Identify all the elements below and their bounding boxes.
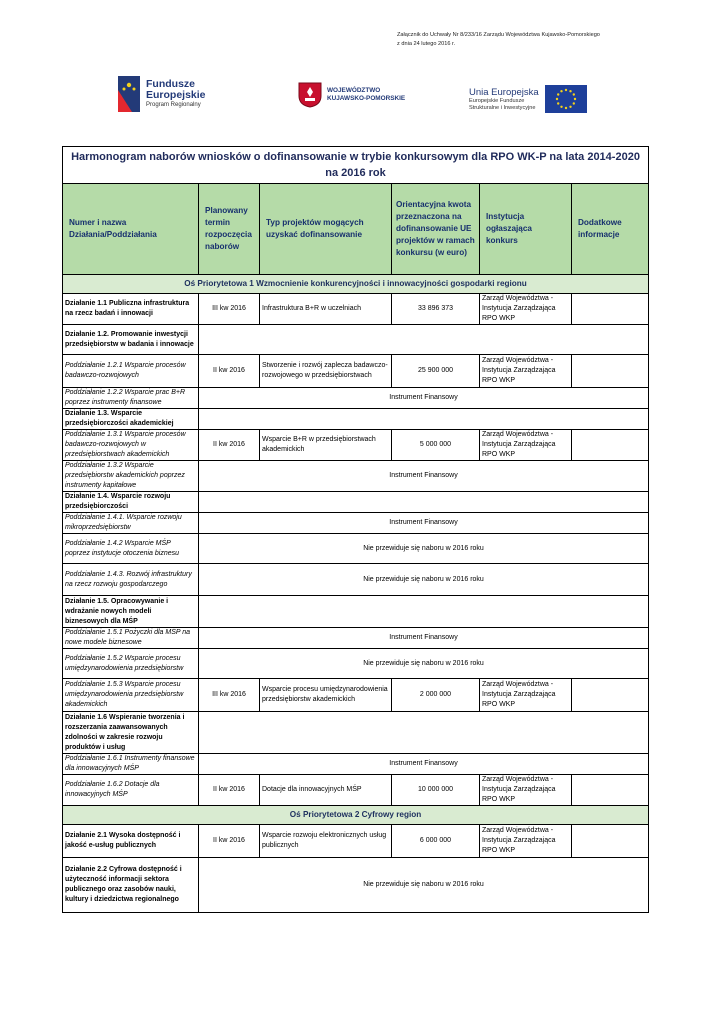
- row-term: III kw 2016: [199, 294, 260, 325]
- row-name: Poddziałanie 1.2.1 Wsparcie procesów badawczo-rozwojowych: [63, 355, 199, 388]
- row-empty: [199, 325, 649, 355]
- row-instrument: Instrument Finansowy: [199, 754, 649, 775]
- eu-flag-icon: [545, 85, 587, 113]
- row-amount: 2 000 000: [392, 679, 480, 712]
- table-row: [63, 325, 649, 355]
- row-name: Działanie 1.4. Wsparcie rozwoju przedsiębiorczości: [63, 492, 199, 513]
- header-term: Planowany termin rozpoczęcia naborów: [199, 184, 260, 275]
- table-row: [63, 564, 649, 596]
- row-name: Poddziałanie 1.4.1. Wsparcie rozwoju mikroprzedsiębiorstw: [63, 513, 199, 534]
- row-no-call: Nie przewiduje się naboru w 2016 roku: [199, 649, 649, 679]
- row-empty: [199, 409, 649, 430]
- priority-axis-1: Oś Priorytetowa 1 Wzmocnienie konkurencyjności i innowacyjności gospodarki regionu: [63, 275, 649, 294]
- priority-axis-2: Oś Priorytetowa 2 Cyfrowy region: [63, 806, 649, 825]
- row-name: Poddziałanie 1.2.2 Wsparcie prac B+R poprzez instrumenty finansowe: [63, 388, 199, 409]
- row-amount: 6 000 000: [392, 825, 480, 858]
- table-title: Harmonogram naborów wniosków o dofinansowanie w trybie konkursowym dla RPO WK-P na lata 2014-2020 na 2016 rok: [63, 147, 649, 184]
- row-term: II kw 2016: [199, 825, 260, 858]
- row-empty: [199, 712, 649, 754]
- row-name: Poddziałanie 1.4.2 Wsparcie MŚP poprzez instytucje otoczenia biznesu: [63, 534, 199, 564]
- attachment-note: [397, 31, 600, 49]
- table-row: [63, 628, 649, 649]
- row-amount: 25 900 000: [392, 355, 480, 388]
- row-name: Poddziałanie 1.3.2 Wsparcie przedsiębiorstw akademickich poprzez instrumenty kapitałowe: [63, 461, 199, 492]
- header-additional-info: Dodatkowe informacje: [572, 184, 649, 275]
- row-institution: Zarząd Województwa - Instytucja Zarządzająca RPO WKP: [480, 679, 572, 712]
- row-institution: Zarząd Województwa - Instytucja Zarządzająca RPO WKP: [480, 430, 572, 461]
- ue-line1: Unia Europejska: [469, 86, 539, 98]
- table-row: [63, 294, 649, 325]
- row-institution: Zarząd Województwa - Instytucja Zarządzająca RPO WKP: [480, 825, 572, 858]
- logo-bar: [0, 70, 724, 120]
- row-info: [572, 679, 649, 712]
- fundusze-europejskie-logo: [118, 76, 206, 112]
- table-row: [63, 858, 649, 913]
- row-type: Stworzenie i rozwój zaplecza badawczo-rozwojowego w przedsiębiorstwach: [260, 355, 392, 388]
- row-info: [572, 294, 649, 325]
- coat-of-arms-icon: [298, 82, 322, 108]
- row-term: II kw 2016: [199, 355, 260, 388]
- unia-europejska-logo: [469, 85, 587, 113]
- table-row: [63, 461, 649, 492]
- header-amount: Orientacyjna kwota przeznaczona na dofinansowanie UE projektów w ramach konkursu (w euro): [392, 184, 480, 275]
- kp-line2: KUJAWSKO-POMORSKIE: [327, 95, 406, 102]
- row-name: Poddziałanie 1.5.3 Wsparcie procesu umiędzynarodowienia przedsiębiorstw akademickich: [63, 679, 199, 712]
- table-row: [63, 712, 649, 754]
- row-type: Wsparcie procesu umiędzynarodowienia przedsiębiorstw akademickich: [260, 679, 392, 712]
- table-row: [63, 430, 649, 461]
- row-amount: 10 000 000: [392, 775, 480, 806]
- row-amount: 5 000 000: [392, 430, 480, 461]
- row-amount: 33 896 373: [392, 294, 480, 325]
- table-row: [63, 513, 649, 534]
- row-instrument: Instrument Finansowy: [199, 628, 649, 649]
- row-empty: [199, 492, 649, 513]
- table-row: [63, 534, 649, 564]
- row-name: Działanie 1.1 Publiczna infrastruktura na rzecz badań i innowacji: [63, 294, 199, 325]
- table-row: [63, 649, 649, 679]
- row-name: Działanie 1.3. Wsparcie przedsiębiorczości akademickiej: [63, 409, 199, 430]
- table-row: [63, 775, 649, 806]
- table-row: [63, 355, 649, 388]
- table-row: [63, 492, 649, 513]
- row-info: [572, 430, 649, 461]
- row-name: Poddziałanie 1.5.1 Pożyczki dla MŚP na nowe modele biznesowe: [63, 628, 199, 649]
- table-row: [63, 679, 649, 712]
- ue-line3: Strukturalne i Inwestycyjne: [469, 104, 536, 111]
- row-institution: Zarząd Województwa - Instytucja Zarządzająca RPO WKP: [480, 294, 572, 325]
- row-institution: Zarząd Województwa - Instytucja Zarządzająca RPO WKP: [480, 775, 572, 806]
- fe-line1: Fundusze: [146, 77, 195, 90]
- row-type: Wsparcie B+R w przedsiębiorstwach akademickich: [260, 430, 392, 461]
- kp-line1: WOJEWÓDZTWO: [327, 87, 381, 94]
- row-term: II kw 2016: [199, 430, 260, 461]
- table-row: [63, 409, 649, 430]
- header-project-type: Typ projektów mogących uzyskać dofinansowanie: [260, 184, 392, 275]
- row-term: II kw 2016: [199, 775, 260, 806]
- row-type: Wsparcie rozwoju elektronicznych usług publicznych: [260, 825, 392, 858]
- fe-line2: Europejskie: [146, 88, 206, 101]
- row-no-call: Nie przewiduje się naboru w 2016 roku: [199, 564, 649, 596]
- table-row: [63, 754, 649, 775]
- row-info: [572, 355, 649, 388]
- row-name: Poddziałanie 1.6.2 Dotacje dla innowacyjnych MŚP: [63, 775, 199, 806]
- row-instrument: Instrument Finansowy: [199, 513, 649, 534]
- row-name: Poddziałanie 1.6.1 Instrumenty finansowe dla innowacyjnych MŚP: [63, 754, 199, 775]
- header-institution: Instytucja ogłaszająca konkurs: [480, 184, 572, 275]
- row-info: [572, 825, 649, 858]
- row-name: Działanie 2.1 Wysoka dostępność i jakość e-usług publicznych: [63, 825, 199, 858]
- row-empty: [199, 596, 649, 628]
- kujawsko-pomorskie-logo: [298, 82, 405, 108]
- header-action: Numer i nazwa Działania/Poddziałania: [63, 184, 199, 275]
- row-name: Poddziałanie 1.4.3. Rozwój infrastruktury na rzecz rozwoju gospodarczego: [63, 564, 199, 596]
- attachment-note-line1: Załącznik do Uchwały Nr 8/233/16 Zarządu Województwa Kujawsko-Pomorskiego: [397, 32, 600, 38]
- ue-line2: Europejskie Fundusze: [469, 97, 525, 104]
- row-name: Poddziałanie 1.3.1 Wsparcie procesów badawczo-rozwojowych w przedsiębiorstwach akademickich: [63, 430, 199, 461]
- row-name: Działanie 2.2 Cyfrowa dostępność i użyteczność informacji sektora publicznego oraz zasobów nauki, kultury i dziedzictwa regionalnego: [63, 858, 199, 913]
- row-name: Poddziałanie 1.5.2 Wsparcie procesu umiędzynarodowienia przedsiębiorstw: [63, 649, 199, 679]
- fundusze-europejskie-icon: [118, 76, 140, 112]
- row-type: Infrastruktura B+R w uczelniach: [260, 294, 392, 325]
- row-no-call: Nie przewiduje się naboru w 2016 roku: [199, 858, 649, 913]
- table-row: [63, 825, 649, 858]
- row-term: III kw 2016: [199, 679, 260, 712]
- attachment-note-line2: z dnia 24 lutego 2016 r.: [397, 41, 456, 47]
- row-type: Dotacje dla innowacyjnych MŚP: [260, 775, 392, 806]
- row-institution: Zarząd Województwa - Instytucja Zarządzająca RPO WKP: [480, 355, 572, 388]
- row-name: Działanie 1.5. Opracowywanie i wdrażanie nowych modeli biznesowych dla MŚP: [63, 596, 199, 628]
- row-info: [572, 775, 649, 806]
- table-row: [63, 388, 649, 409]
- row-instrument: Instrument Finansowy: [199, 388, 649, 409]
- row-instrument: Instrument Finansowy: [199, 461, 649, 492]
- row-name: Działanie 1.6 Wspieranie tworzenia i rozszerzania zaawansowanych zdolności w zakresie rozwoju produktów i usług: [63, 712, 199, 754]
- fe-line3: Program Regionalny: [146, 101, 201, 108]
- schedule-table: [62, 146, 649, 913]
- table-row: [63, 596, 649, 628]
- row-name: Działanie 1.2. Promowanie inwestycji przedsiębiorstw w badania i innowacje: [63, 325, 199, 355]
- row-no-call: Nie przewiduje się naboru w 2016 roku: [199, 534, 649, 564]
